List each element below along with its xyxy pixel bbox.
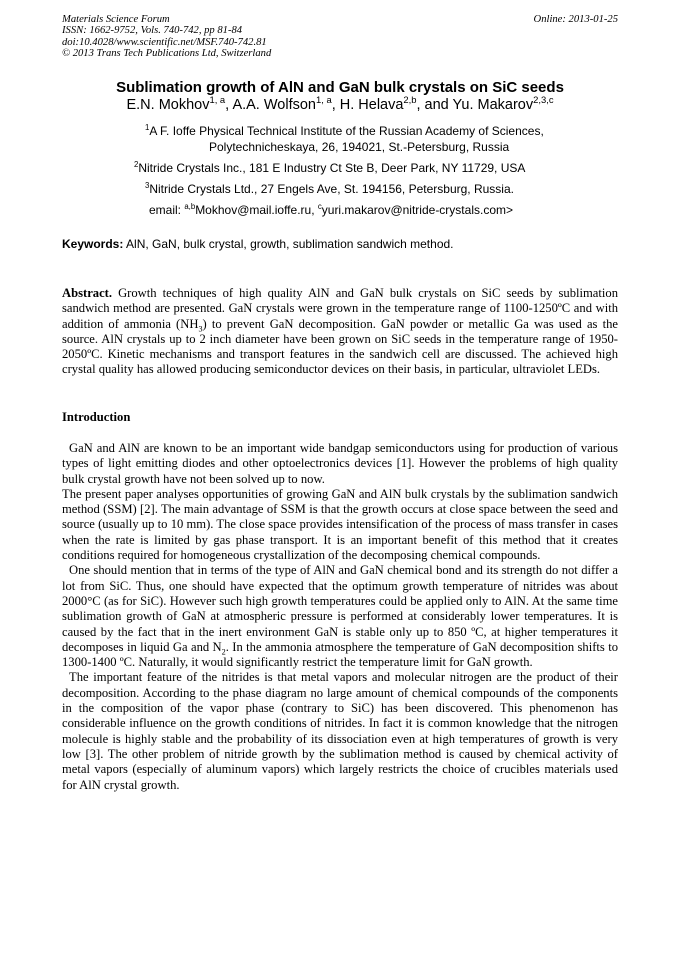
author-superscript: 2,b xyxy=(403,94,417,106)
author-superscript: 1, a xyxy=(209,94,226,106)
keywords-text: AlN, GaN, bulk crystal, growth, sublimation sandwich method. xyxy=(123,237,454,251)
affiliation-1-address: Polytechnicheskaya, 26, 194021, St.-Petersburg, Russia xyxy=(209,140,510,154)
doi-link[interactable]: doi:10.4028/www.scientific.net/MSF.740-742.81 xyxy=(62,36,267,48)
paragraph: GaN and AlN are known to be an important wide bandgap semiconductors using for production of various types of light emitting diodes and other optoelectronics devices [1]. However the problems of high quality bulk crystal growth have not been solved up to now. xyxy=(62,441,618,486)
paragraph: The important feature of the nitrides is that metal vapors and molecular nitrogen are the product of their decomposition. According to the phase diagram no large amount of chemical compounds of the components in the composition of the vapor phase (contrary to SiC) has been discovered. This phenomenon has considerable influence on the growth conditions of nitrides. In fact it is common knowledge that the nitrogen molecule is highly stable and the probability of its dissociation even at high temperatures of growth is very low [3]. The other problem of nitride growth by the sublimation method is caused by chemical activity of metal vapors (especially of aluminum vapors) which largely restricts the choice of crucibles materials used for AlN crystal growth. xyxy=(62,670,618,792)
affiliation-2: $^2$Nitride Crystals Inc., 181 E Industry Ct Ste B, Deer Park, NY 11729, USA xyxy=(134,160,526,175)
online-date: Online: 2013-01-25 xyxy=(533,14,618,25)
abstract: Abstract. Growth techniques of high quality AlN and GaN bulk crystals on SiC seeds by sublimation sandwich method are presented. GaN crystals were grown in the temperature range of 1100-1250ºC and with addition of ammonia $(NH_3)$ to prevent GaN decomposition. GaN powder or metallic Ga was used as the source. AlN crystals up to 2 inch diameter have been grown on SiC seeds in the temperature range of 1950-2050ºC. Kinetic mechanisms and transport features in the sandwich cell are discussed. The achieved high crystal quality has allowed producing semiconductor devices on their basis, in particular, ultraviolet LEDs. xyxy=(62,286,618,377)
paragraph: One should mention that in terms of the type of AlN and GaN chemical bond and its strength do not differ a lot from SiC. Thus, one should have expected that the optimum growth temperature of nitrides was about 2000°C (as for SiC). However such high growth temperatures could be applied only to AlN. At the same time sublimation growth of GaN at atmospheric pressure is performed at considerably lower temperatures. It is caused by the fact that in the inert environment GaN is stable only up to 850 ºC, at higher temperatures it decomposes in liquid Ga and $N_2$. In the ammonia atmosphere the temperature of GaN decomposition shifts to 1300-1400 ºC. Naturally, it would significantly restrict the temperature limit for GaN growth. xyxy=(62,563,618,670)
keywords-label: Keywords: xyxy=(62,237,124,251)
author-name: Yu. Makarov xyxy=(452,97,534,113)
journal-header xyxy=(62,14,618,60)
author-list: E.N. Mokhov$^{1, a}$, A.A. Wolfson$^{1, a}$, H. Helava$^{2,b}$, and Yu. Makarov$^{2,3,c}$ xyxy=(126,94,554,113)
paper-title: Sublimation growth of AlN and GaN bulk crystals on SiC seeds xyxy=(116,79,564,96)
issn-line: ISSN: 1662-9752, Vols. 740-742, pp 81-84 xyxy=(62,25,243,37)
section-heading: Introduction xyxy=(62,410,131,424)
author-name: H. Helava xyxy=(339,97,404,113)
journal-name: Materials Science Forum xyxy=(62,14,170,25)
author-name: A.A. Wolfson xyxy=(232,97,316,113)
keywords xyxy=(62,237,618,252)
paragraph: The present paper analyses opportunities of growing GaN and AlN bulk crystals by the sublimation sandwich method (SSM) [2]. The main advantage of SSM is that the growth occurs at close space between the seed and source (usually up to 10 mm). The close space provides intensification of the process of mass transfer in cases when the rate is limited by gas phase transport. It is an important benefit of this method that it creates conditions required for homogeneous crystallization of the decomposing chemical compounds. xyxy=(62,486,618,563)
copyright-line: © 2013 Trans Tech Publications Ltd, Switzerland xyxy=(62,48,272,60)
affiliation-3: $^3$Nitride Crystals Ltd., 27 Engels Ave, St. 194156, Petersburg, Russia. xyxy=(145,181,514,196)
email-link[interactable]: yuri.makarov@nitride-crystals.com> xyxy=(321,203,513,217)
email-link[interactable]: Mokhov@mail.ioffe.ru, xyxy=(195,203,318,217)
email-line: email: $^{a,b}$Mokhov@mail.ioffe.ru, $^c$yuri.makarov@nitride-crystals.com> xyxy=(149,202,513,217)
author-superscript: 1, a xyxy=(315,94,332,106)
author-name: E.N. Mokhov xyxy=(126,97,210,113)
author-superscript: 2,3,c xyxy=(533,94,554,106)
introduction-body xyxy=(62,441,618,793)
affiliation-1: $^1$A F. Ioffe Physical Technical Institute of the Russian Academy of Sciences, xyxy=(145,123,544,138)
abstract-label: Abstract. xyxy=(62,286,113,300)
